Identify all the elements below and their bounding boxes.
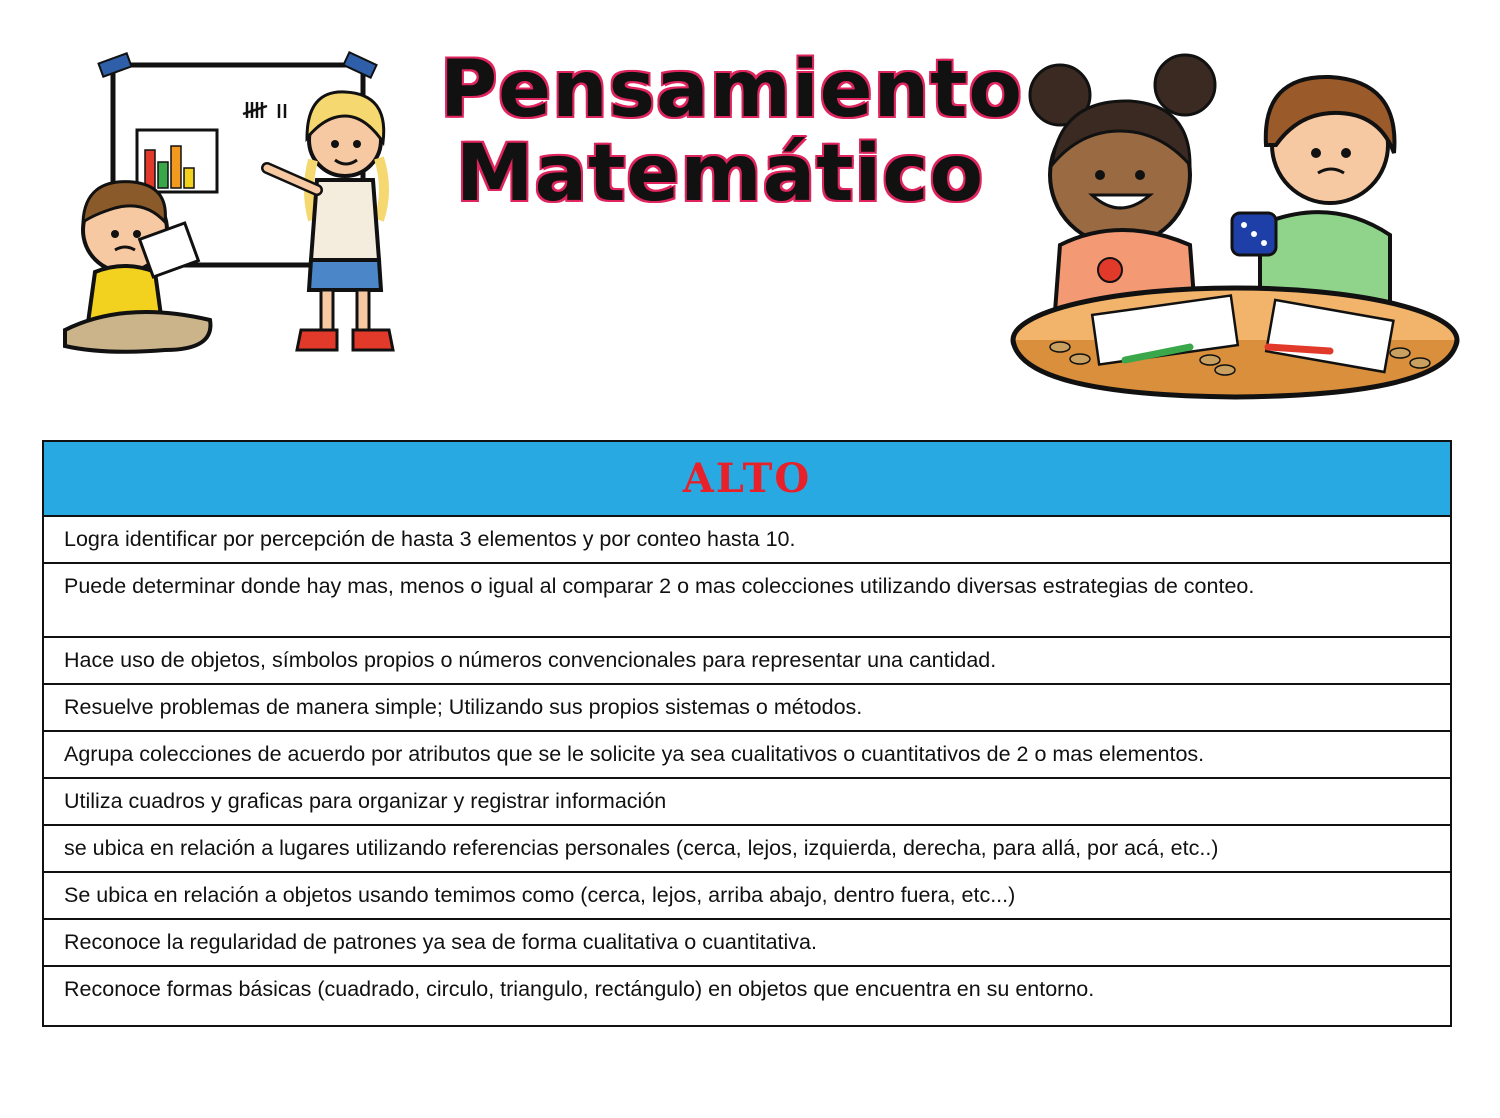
kids-whiteboard-illustration — [45, 50, 415, 370]
table-row: Se ubica en relación a objetos usando temimos como (cerca, lejos, arriba abajo, dentro fuera, etc...) — [44, 873, 1450, 920]
skills-table — [42, 440, 1452, 1027]
table-row: Hace uso de objetos, símbolos propios o números convencionales para representar una cantidad. — [44, 638, 1450, 685]
table-row: Agrupa colecciones de acuerdo por atributos que se le solicite ya sea cualitativos o cuantitativos de 2 o mas elementos. — [44, 732, 1450, 779]
table-row: Resuelve problemas de manera simple; Utilizando sus propios sistemas o métodos. — [44, 685, 1450, 732]
table-row: se ubica en relación a lugares utilizando referencias personales (cerca, lejos, izquierda, derecha, para allá, por acá, etc..) — [44, 826, 1450, 873]
table-row: Reconoce la regularidad de patrones ya sea de forma cualitativa o cuantitativa. — [44, 920, 1450, 967]
table-row: Reconoce formas básicas (cuadrado, circulo, triangulo, rectángulo) en objetos que encuentra en su entorno. — [64, 977, 1095, 1001]
table-row: Puede determinar donde hay mas, menos o igual al comparar 2 o mas colecciones utilizando diversas estrategias de conteo. — [44, 564, 1450, 638]
table-header — [44, 442, 1450, 517]
title-line-2: Matemático — [455, 129, 985, 219]
table-row: Logra identificar por percepción de hasta 3 elementos y por conteo hasta 10. — [44, 517, 1450, 564]
page-title — [440, 45, 1023, 219]
kids-table-illustration — [1000, 35, 1470, 420]
title-line-1: Pensamiento — [440, 45, 1023, 135]
table-row: Utiliza cuadros y graficas para organizar y registrar información — [44, 779, 1450, 826]
table-header-label: ALTO — [682, 455, 812, 502]
